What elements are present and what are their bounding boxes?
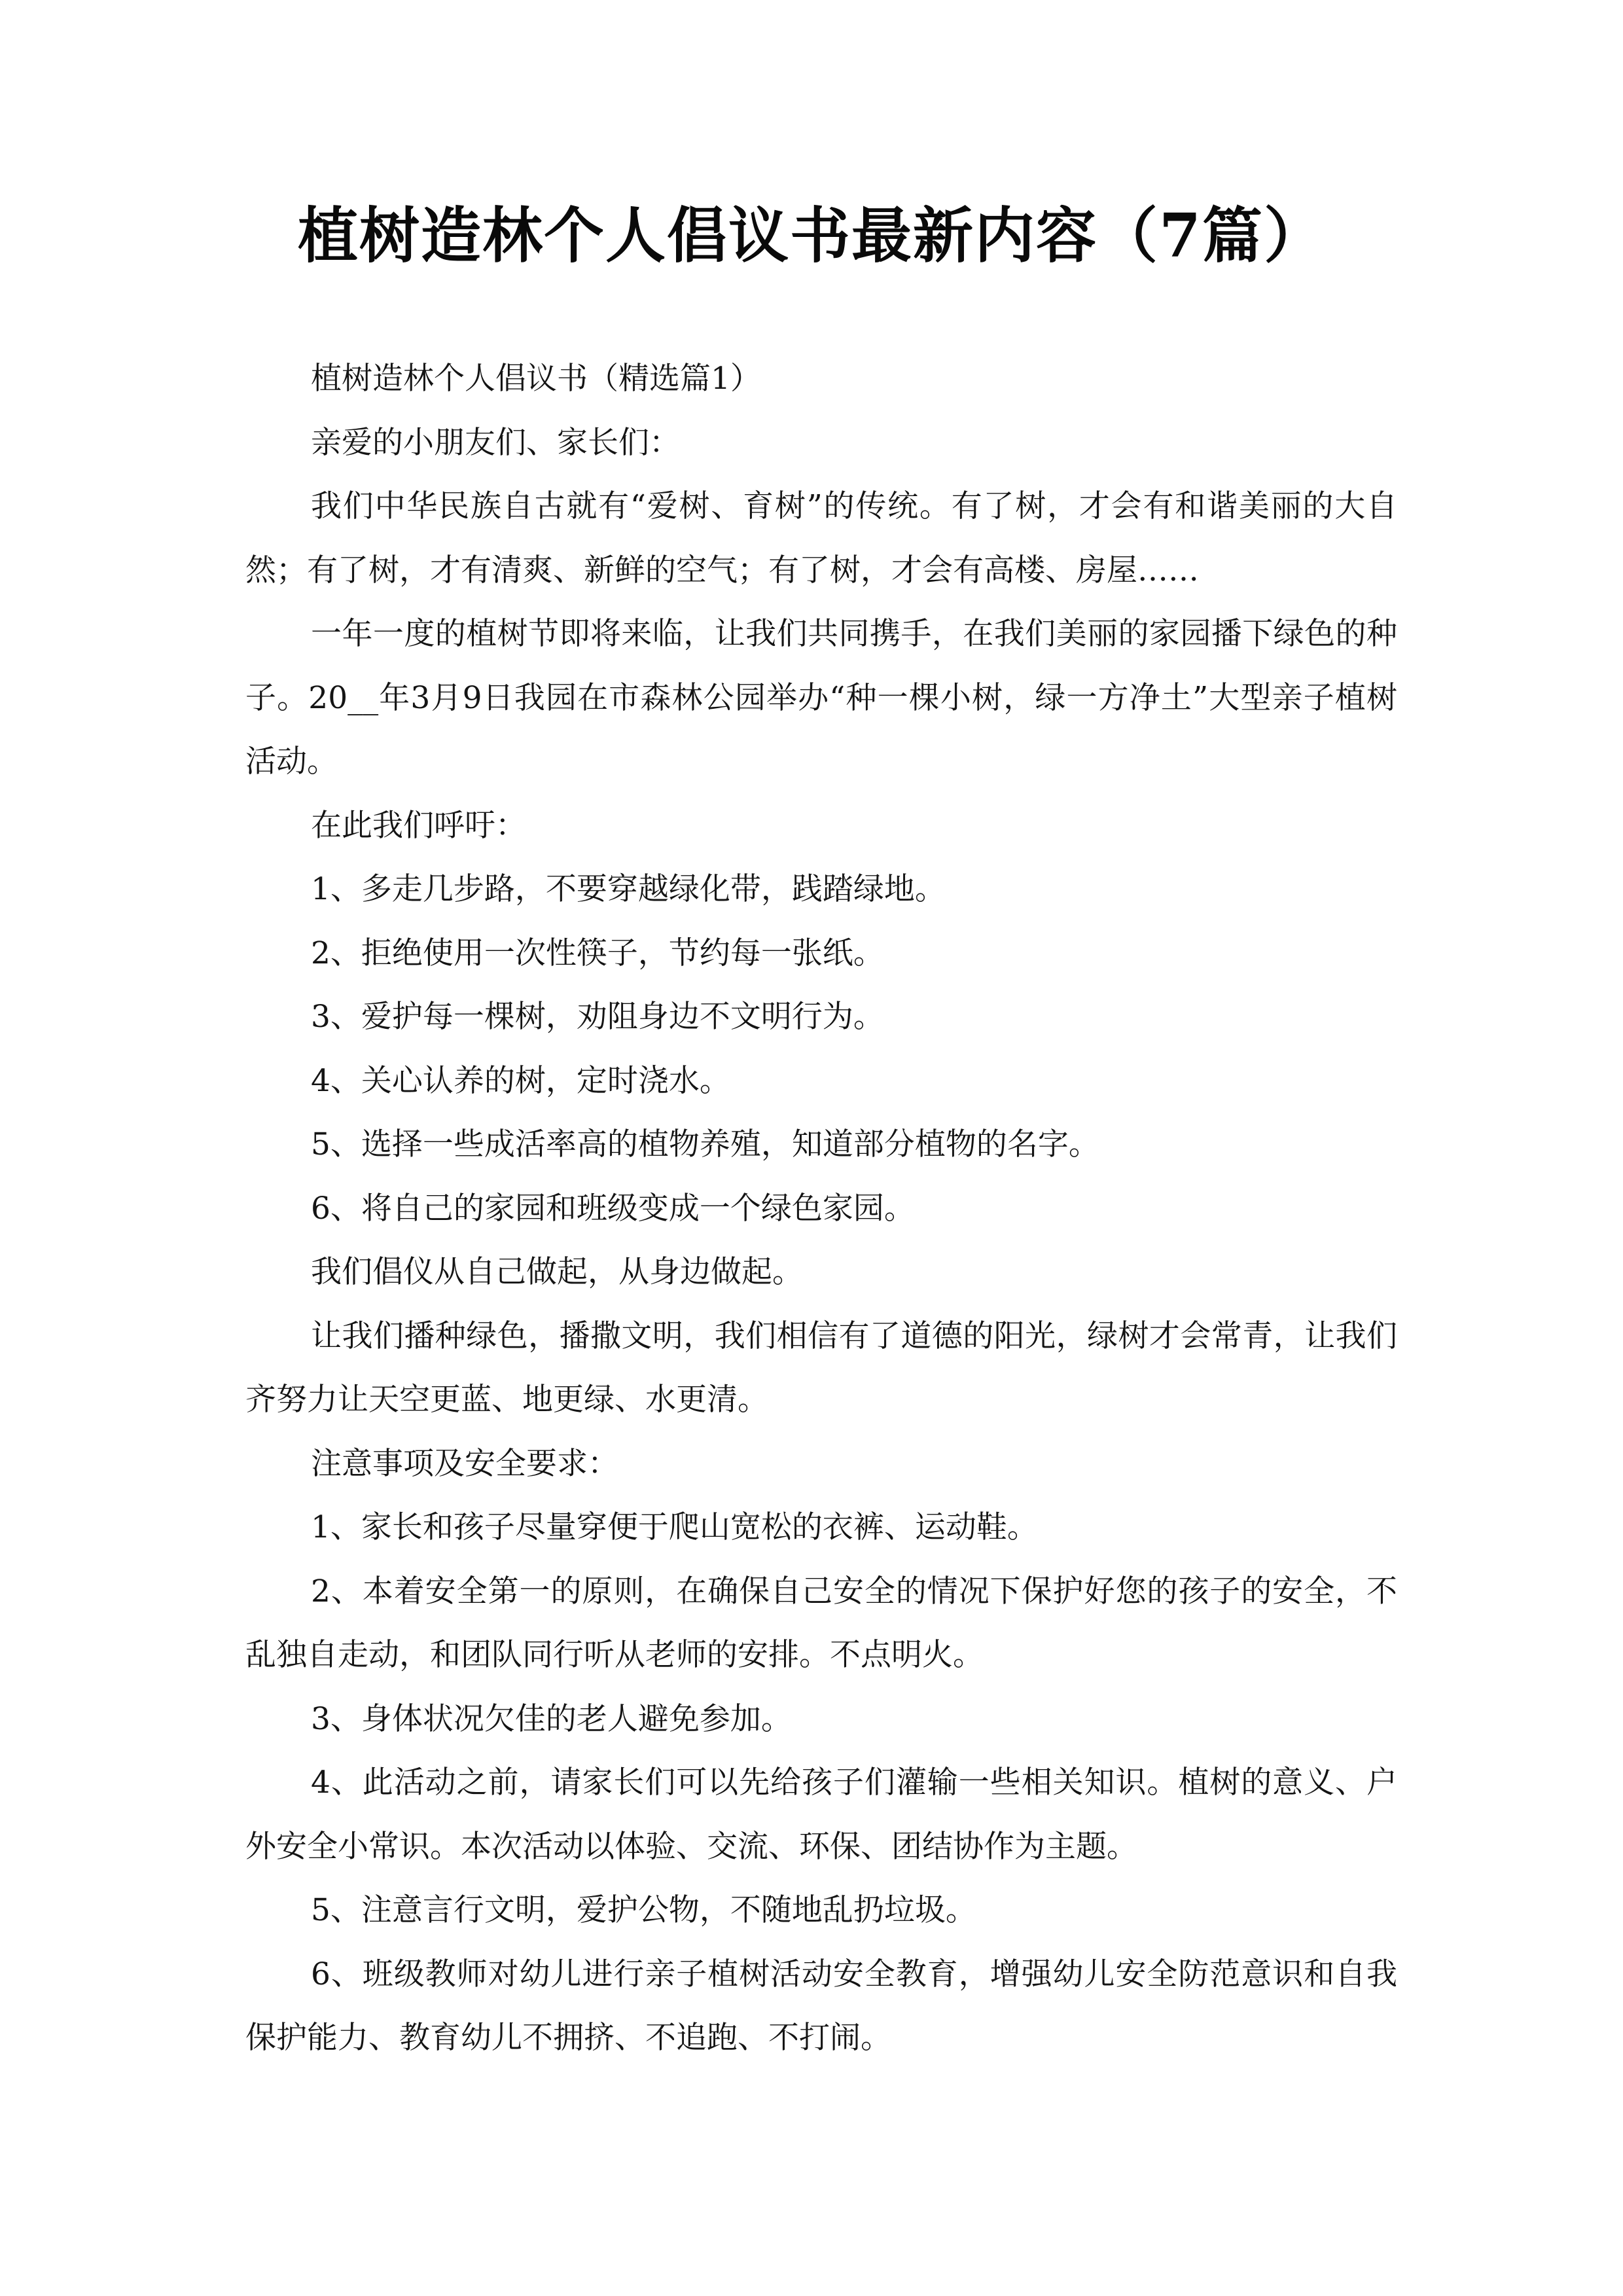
list-item: 1、多走几步路，不要穿越绿化带，践踏绿地。 [311, 871, 946, 907]
list-item: 5、注意言行文明，爱护公物，不随地乱扔垃圾。 [311, 1892, 976, 1928]
list-item: 6、将自己的家园和班级变成一个绿色家园。 [311, 1190, 915, 1227]
paragraph: 让我们播种绿色，播撒文明，我们相信有了道德的阳光，绿树才会常青，让我们齐努力让天空更蓝、地更绿、水更清。 [245, 1318, 1397, 1418]
paragraph: 我们倡仪从自己做起，从身边做起。 [311, 1254, 803, 1290]
section-heading: 注意事项及安全要求： [311, 1445, 618, 1482]
document-body [245, 347, 1397, 2070]
list-item: 5、选择一些成活率高的植物养殖，知道部分植物的名字。 [311, 1126, 1099, 1162]
paragraph: 在此我们呼吁： [311, 807, 526, 844]
salutation: 亲爱的小朋友们、家长们： [311, 424, 680, 461]
list-item: 6、班级教师对幼儿进行亲子植树活动安全教育，增强幼儿安全防范意识和自我保护能力、教育幼儿不拥挤、不追跑、不打闹。 [245, 1956, 1397, 2056]
list-item: 4、此活动之前，请家长们可以先给孩子们灌输一些相关知识。植树的意义、户外安全小常识。本次活动以体验、交流、环保、团结协作为主题。 [245, 1765, 1397, 1865]
list-item: 1、家长和孩子尽量穿便于爬山宽松的衣裤、运动鞋。 [311, 1509, 1038, 1545]
paragraph: 我们中华民族自古就有“爱树、育树”的传统。有了树，才会有和谐美丽的大自然；有了树，才有清爽、新鲜的空气；有了树，才会有高楼、房屋…… [245, 488, 1397, 588]
list-item: 3、身体状况欠佳的老人避免参加。 [311, 1700, 792, 1737]
list-item: 2、拒绝使用一次性筷子，节约每一张纸。 [311, 935, 884, 971]
section-heading: 植树造林个人倡议书（精选篇1） [311, 361, 761, 397]
list-item: 4、关心认养的树，定时浇水。 [311, 1062, 730, 1099]
list-item: 2、本着安全第一的原则，在确保自己安全的情况下保护好您的孩子的安全，不乱独自走动，和团队同行听从老师的安排。不点明火。 [245, 1573, 1397, 1673]
document-title: 植树造林个人倡议书最新内容（7篇） [297, 200, 1325, 271]
paragraph: 一年一度的植树节即将来临，让我们共同携手，在我们美丽的家园播下绿色的种子。20__年3月9日我园在市森林公园举办“种一棵小树，绿一方净土”大型亲子植树活动。 [245, 616, 1397, 780]
list-item: 3、爱护每一棵树，劝阻身边不文明行为。 [311, 999, 884, 1035]
